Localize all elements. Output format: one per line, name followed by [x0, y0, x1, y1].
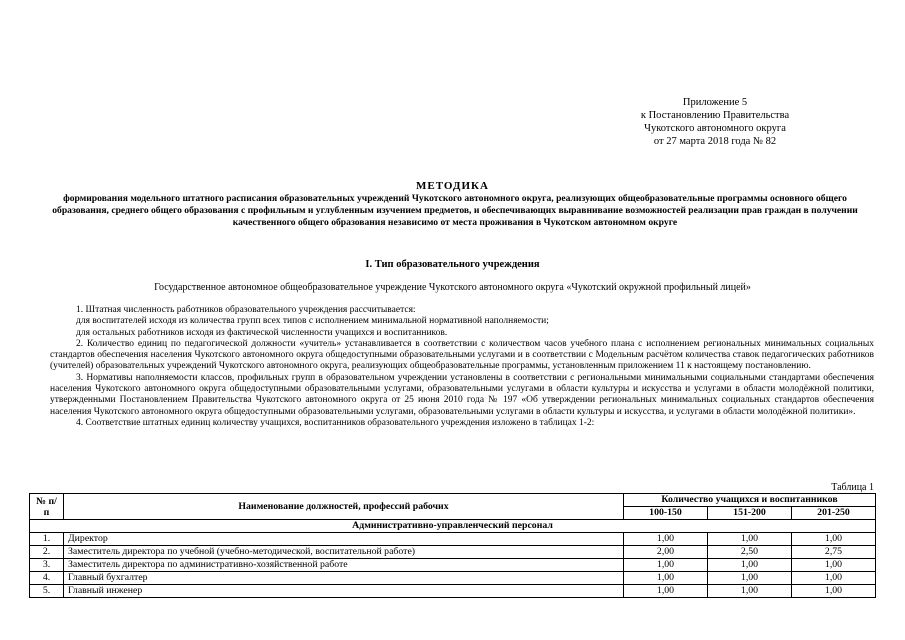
section-row — [30, 520, 876, 533]
row-value: 1,00 — [624, 533, 708, 546]
appendix-line: к Постановлению Правительства — [640, 110, 790, 121]
row-value: 2,50 — [708, 546, 792, 559]
table-row — [30, 572, 876, 585]
row-number: 3. — [30, 559, 64, 572]
row-value: 1,00 — [624, 572, 708, 585]
section-label: Административно-управленческий персонал — [30, 520, 876, 533]
appendix-line: Чукотского автономного округа — [644, 123, 786, 134]
paragraph: 3. Нормативы наполняемости классов, профильных групп в образовательном учреждении установлены в соответствии с региональными минимальными социальными стандартами обеспечения населения Чукотского автономного округа общедоступными образовательными услугами, образовательными услугами в области культуры и искусства и услугами в области молодёжной политики, утвержденными Постановлением Правительства Чукотского автономного округа от 25 июня 2010 года № 197 «Об утверждении региональных минимальных социальных стандартов обеспечения населения Чукотского автономного округа общедоступными образовательными услугами, образовательными услугами в области культуры и искусства, и услугами в области молодёжной политики». — [50, 372, 874, 417]
paragraph: 4. Соответствие штатных единиц количеству учащихся, воспитанников образовательного учреждения изложено в таблицах 1-2: — [76, 417, 595, 428]
row-value: 1,00 — [708, 559, 792, 572]
table-caption: Таблица 1 — [831, 482, 874, 493]
paragraph: для воспитателей исходя из количества групп всех типов с исполнением минимальной нормативной наполняемости; — [76, 316, 549, 327]
header-count-group: Количество учащихся и воспитанников — [624, 494, 876, 507]
section-heading: I. Тип образовательного учреждения — [365, 259, 540, 270]
row-position: Главный бухгалтер — [64, 572, 624, 585]
row-number: 4. — [30, 572, 64, 585]
paragraph: 1. Штатная численность работников образовательного учреждения рассчитывается: — [76, 305, 416, 315]
row-value: 1,00 — [708, 572, 792, 585]
header-position: Наименование должностей, профессий рабочих — [64, 494, 624, 520]
row-value: 1,00 — [624, 559, 708, 572]
row-value: 1,00 — [708, 533, 792, 546]
document-title: МЕТОДИКА — [416, 180, 489, 192]
appendix-line: Приложение 5 — [682, 97, 748, 108]
row-value: 1,00 — [708, 585, 792, 598]
row-number: 5. — [30, 585, 64, 598]
document-subtitle: формирования модельного штатного расписания образовательных учреждений Чукотского автономного округа, реализующих общеобразовательные программы основного общего образования, среднего общего образования с профильным и углубленным изучением предметов, и обеспечивающих выравнивание возможностей реализации прав граждан в получении качественного общего образования независимо от места проживания в Чукотском автономном округе — [52, 193, 858, 228]
table-row — [30, 585, 876, 598]
row-value: 1,00 — [792, 572, 876, 585]
row-number: 1. — [30, 533, 64, 546]
table-row — [30, 533, 876, 546]
row-value: 1,00 — [792, 585, 876, 598]
row-position: Главный инженер — [64, 585, 624, 598]
paragraph: 2. Количество единиц по педагогической должности «учитель» устанавливается в соответствии с количеством часов учебного плана с исполнением региональных минимальных социальных стандартов обеспечения населения Чукотского автономного округа общедоступными образовательными услугами и в соответствии с Модельным расчётом количества ставок педагогических работников (учителей) образовательных учреждений Чукотского автономного округа, реализующих общеобразовательные программы, установленным приложением 11 к настоящему постановлению. — [50, 338, 874, 372]
header-number: № п/п — [30, 494, 64, 520]
header-range: 100-150 — [624, 507, 708, 520]
table-row — [30, 546, 876, 559]
row-value: 1,00 — [624, 585, 708, 598]
row-position: Заместитель директора по административно-хозяйственной работе — [64, 559, 624, 572]
appendix-header — [600, 96, 830, 148]
staff-table — [29, 493, 876, 598]
appendix-line: от 27 марта 2018 года № 82 — [653, 136, 777, 147]
row-position: Заместитель директора по учебной (учебно-методической, воспитательной работе) — [64, 546, 624, 559]
row-value: 1,00 — [792, 559, 876, 572]
row-value: 1,00 — [792, 533, 876, 546]
row-value: 2,75 — [792, 546, 876, 559]
row-position: Директор — [64, 533, 624, 546]
table-row — [30, 559, 876, 572]
header-range: 151-200 — [708, 507, 792, 520]
row-number: 2. — [30, 546, 64, 559]
row-value: 2,00 — [624, 546, 708, 559]
paragraph: для остальных работников исходя из фактической численности учащихся и воспитанников. — [76, 327, 448, 338]
header-range: 201-250 — [792, 507, 876, 520]
body-text — [50, 305, 874, 429]
institution-name: Государственное автономное общеобразовательное учреждение Чукотского автономного округа «Чукотский окружной профильный лицей» — [154, 282, 751, 293]
